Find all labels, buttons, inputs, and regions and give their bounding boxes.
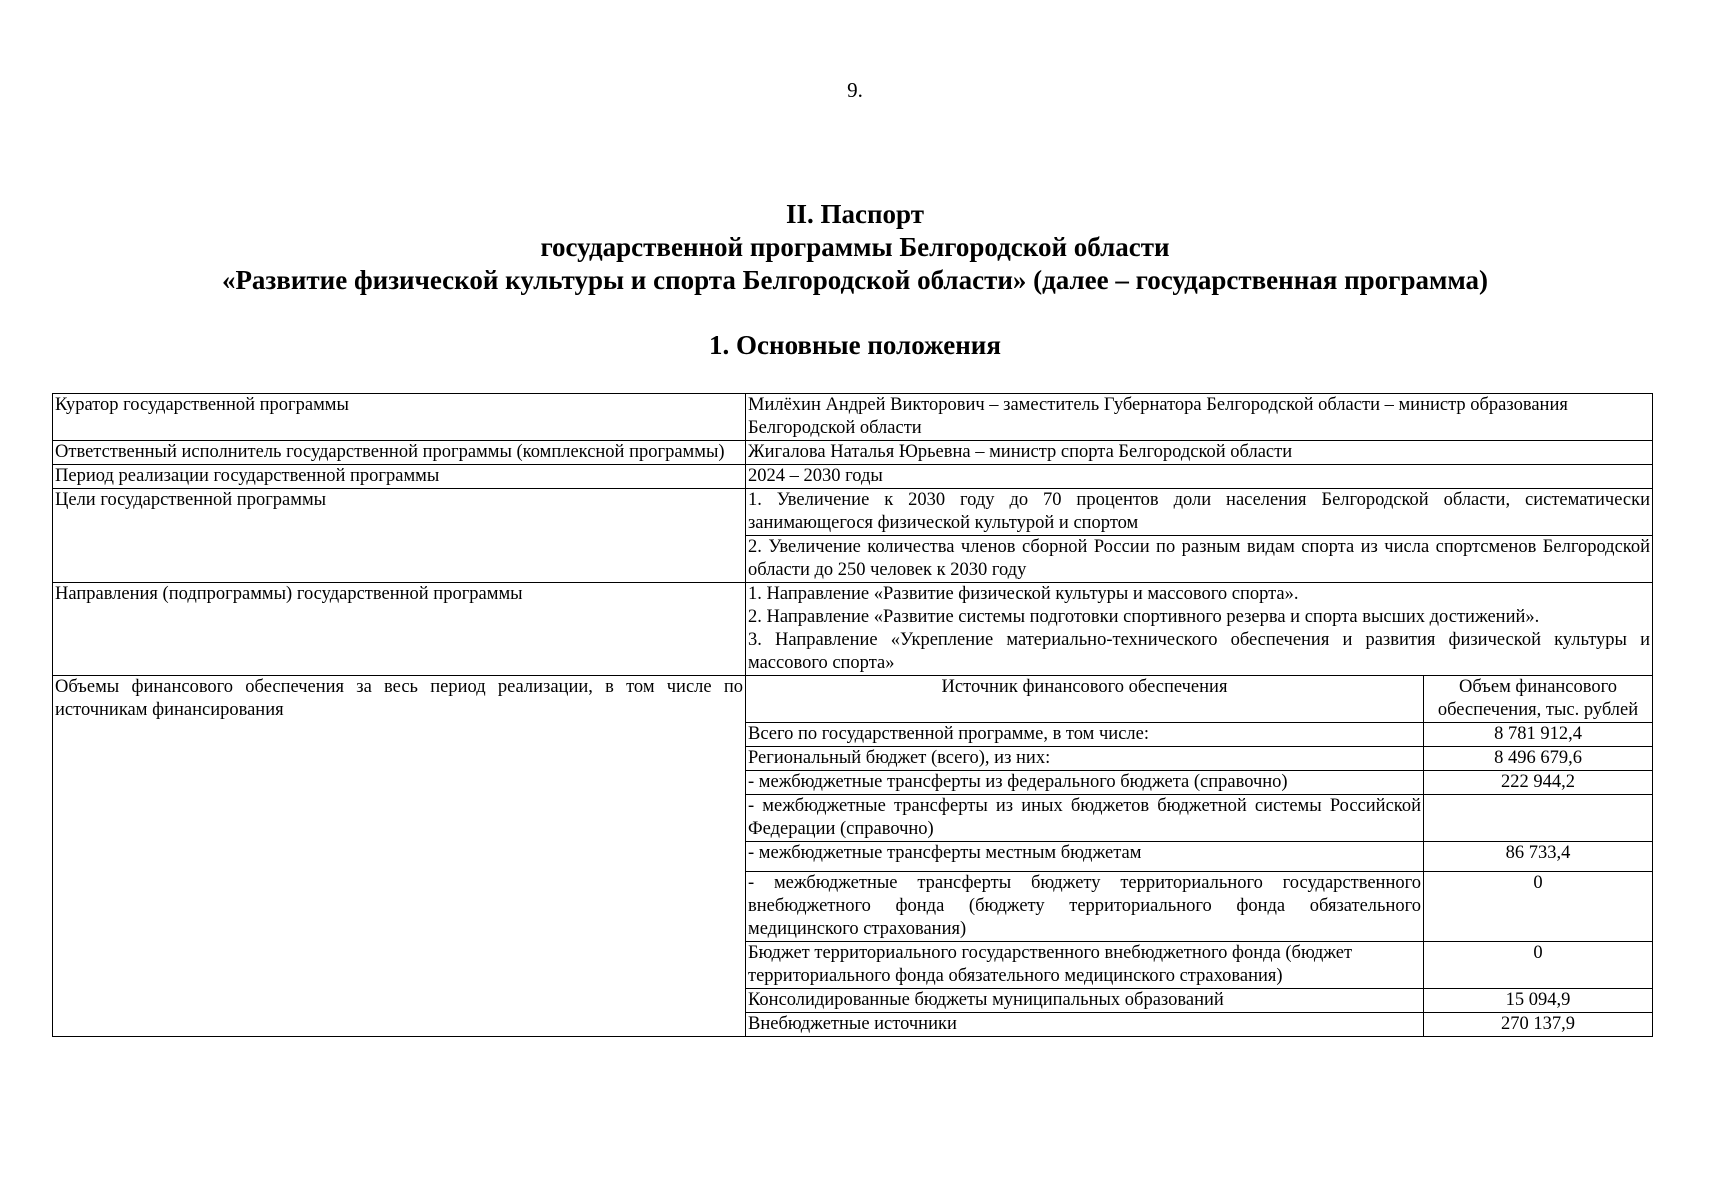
finance-source: Консолидированные бюджеты муниципальных образований xyxy=(746,989,1424,1013)
period-value: 2024 – 2030 годы xyxy=(746,465,1653,489)
finance-row xyxy=(746,842,1652,872)
row-finance xyxy=(53,676,1653,1037)
finance-row xyxy=(746,771,1652,795)
curator-value: Милёхин Андрей Викторович – заместитель Губернатора Белгородской области – министр образования Белгородской области xyxy=(746,394,1653,441)
finance-source: - межбюджетные трансферты из федерального бюджета (справочно) xyxy=(746,771,1424,795)
row-executor xyxy=(53,441,1653,465)
finance-table xyxy=(746,676,1652,1036)
finance-amount: 222 944,2 xyxy=(1424,771,1653,795)
executor-label: Ответственный исполнитель государственной программы (комплексной программы) xyxy=(53,441,746,465)
finance-header-amount: Объем финансового обеспечения, тыс. рублей xyxy=(1424,676,1653,723)
goal-item: 1. Увеличение к 2030 году до 70 процентов доли населения Белгородской области, систематически занимающегося физической культурой и спортом xyxy=(748,490,1650,533)
finance-value xyxy=(746,676,1653,1037)
finance-amount: 86 733,4 xyxy=(1424,842,1653,872)
finance-source: Бюджет территориального государственного внебюджетного фонда (бюджет территориального фонда обязательного медицинского страхования) xyxy=(746,942,1424,989)
goal-item: 2. Увеличение количества членов сборной России по разным видам спорта из числа спортсменов Белгородской области до 250 человек к 2030 году xyxy=(748,537,1650,580)
finance-amount: 0 xyxy=(1424,942,1653,989)
finance-label: Объемы финансового обеспечения за весь период реализации, в том числе по источникам финансирования xyxy=(53,676,746,1037)
row-directions xyxy=(53,583,1653,676)
title-line-2: государственной программы Белгородской области xyxy=(540,232,1170,262)
finance-source: Всего по государственной программе, в том числе: xyxy=(746,723,1424,747)
direction-item: 2. Направление «Развитие системы подготовки спортивного резерва и спорта высших достижений». xyxy=(748,607,1540,627)
row-curator xyxy=(53,394,1653,441)
finance-header-row xyxy=(746,676,1652,723)
finance-amount xyxy=(1424,795,1653,842)
finance-amount: 8 781 912,4 xyxy=(1424,723,1653,747)
finance-row xyxy=(746,747,1652,771)
finance-row xyxy=(746,942,1652,989)
document-title xyxy=(0,198,1710,297)
direction-item: 1. Направление «Развитие физической культуры и массового спорта». xyxy=(748,584,1299,604)
section-title: 1. Основные положения xyxy=(709,330,1001,360)
goals-label: Цели государственной программы xyxy=(53,489,746,583)
page-number: 9. xyxy=(847,78,863,102)
finance-row xyxy=(746,723,1652,747)
passport-table xyxy=(52,393,1653,1037)
row-period xyxy=(53,465,1653,489)
finance-source: - межбюджетные трансферты из иных бюджетов бюджетной системы Российской Федерации (справочно) xyxy=(746,795,1424,842)
title-line-3: «Развитие физической культуры и спорта Белгородской области» (далее – государственная программа) xyxy=(221,265,1489,295)
direction-item: 3. Направление «Укрепление материально-технического обеспечения и развития физической культуры и массового спорта» xyxy=(748,630,1650,673)
finance-row xyxy=(746,989,1652,1013)
finance-amount: 8 496 679,6 xyxy=(1424,747,1653,771)
finance-amount: 15 094,9 xyxy=(1424,989,1653,1013)
directions-label: Направления (подпрограммы) государственной программы xyxy=(53,583,746,676)
curator-label: Куратор государственной программы xyxy=(53,394,746,441)
directions-value xyxy=(746,583,1653,676)
finance-row xyxy=(746,1013,1652,1037)
finance-source: Региональный бюджет (всего), из них: xyxy=(746,747,1424,771)
period-label: Период реализации государственной программы xyxy=(53,465,746,489)
finance-row xyxy=(746,872,1652,942)
finance-row xyxy=(746,795,1652,842)
finance-source: - межбюджетные трансферты местным бюджетам xyxy=(746,842,1424,872)
row-goals xyxy=(53,489,1653,583)
title-line-1: II. Паспорт xyxy=(786,199,924,229)
finance-amount: 270 137,9 xyxy=(1424,1013,1653,1037)
finance-source: Внебюджетные источники xyxy=(746,1013,1424,1037)
finance-amount: 0 xyxy=(1424,872,1653,942)
finance-source: - межбюджетные трансферты бюджету территориального государственного внебюджетного фонда (бюджету территориального фонда обязательного медицинского страхования) xyxy=(746,872,1424,942)
finance-header-source: Источник финансового обеспечения xyxy=(746,676,1424,723)
goals-value xyxy=(746,489,1653,583)
executor-value: Жигалова Наталья Юрьевна – министр спорта Белгородской области xyxy=(746,441,1653,465)
